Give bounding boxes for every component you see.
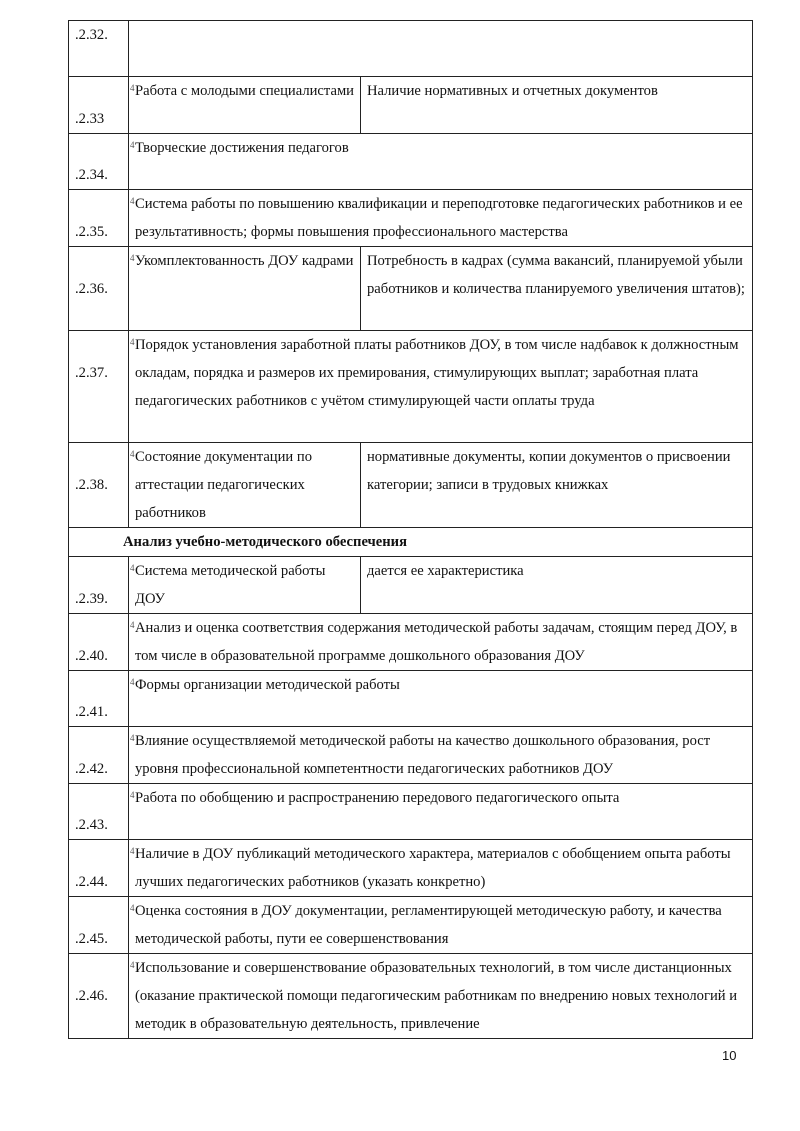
table-row bbox=[69, 784, 753, 840]
table-row bbox=[69, 247, 753, 331]
row-number: .2.33 bbox=[69, 77, 129, 134]
page-number: 10 bbox=[722, 1048, 737, 1063]
row-number: .2.36. bbox=[69, 247, 129, 331]
marker-icon: 4 bbox=[130, 790, 135, 800]
row-text: 4 Оценка состояния в ДОУ документации, регламентирующей методическую работу, и качества методической работы, пути ее совершенствования bbox=[129, 897, 753, 954]
row-text: 4 Формы организации методической работы bbox=[129, 671, 753, 727]
row-number: .2.40. bbox=[69, 614, 129, 671]
row-detail: дается ее характеристика bbox=[361, 557, 753, 614]
marker-icon: 4 bbox=[130, 960, 135, 970]
row-text: 4 Система работы по повышению квалификации и переподготовке педагогических работников и ее результативность; формы повышения профессионального мастерства bbox=[129, 190, 753, 247]
marker-icon: 4 bbox=[130, 253, 135, 263]
table-row bbox=[69, 614, 753, 671]
table-row bbox=[69, 443, 753, 528]
table-row bbox=[69, 331, 753, 443]
row-text: 4 Состояние документации по аттестации педагогических работников bbox=[129, 443, 361, 528]
table-row bbox=[69, 134, 753, 190]
row-text: 4 Порядок установления заработной платы работников ДОУ, в том числе надбавок к должностным окладам, порядка и размеров их премирования, стимулирующих выплат; заработная плата педагогических работников с учётом стимулирующей части оплаты труда bbox=[129, 331, 753, 443]
row-text: 4 Наличие в ДОУ публикаций методического характера, материалов с обобщением опыта работы лучших педагогических работников (указать конкретно) bbox=[129, 840, 753, 897]
row-number: .2.46. bbox=[69, 954, 129, 1039]
row-text: 4 Использование и совершенствование образовательных технологий, в том числе дистанционных (оказание практической помощи педагогическим работникам по внедрению новых технологий и методик в образовательную деятельность, привлечение bbox=[129, 954, 753, 1039]
row-number: .2.32. bbox=[69, 21, 129, 77]
table-row bbox=[69, 840, 753, 897]
row-number: .2.34. bbox=[69, 134, 129, 190]
marker-icon: 4 bbox=[130, 196, 135, 206]
marker-icon: 4 bbox=[130, 903, 135, 913]
row-number: .2.43. bbox=[69, 784, 129, 840]
marker-icon: 4 bbox=[130, 83, 135, 93]
marker-icon: 4 bbox=[130, 449, 135, 459]
table-row bbox=[69, 557, 753, 614]
row-number: .2.38. bbox=[69, 443, 129, 528]
marker-icon: 4 bbox=[130, 620, 135, 630]
marker-icon: 4 bbox=[130, 563, 135, 573]
table-row bbox=[69, 727, 753, 784]
table-row bbox=[69, 897, 753, 954]
row-text: 4 Работа с молодыми специалистами bbox=[129, 77, 361, 134]
marker-icon: 4 bbox=[130, 733, 135, 743]
row-number: .2.41. bbox=[69, 671, 129, 727]
row-number: .2.37. bbox=[69, 331, 129, 443]
row-detail: Потребность в кадрах (сумма вакансий, планируемой убыли работников и количества планируемого увеличения штатов); bbox=[361, 247, 753, 331]
marker-icon: 4 bbox=[130, 846, 135, 856]
row-number: .2.35. bbox=[69, 190, 129, 247]
table-row bbox=[69, 77, 753, 134]
row-text: 4 Влияние осуществляемой методической работы на качество дошкольного образования, рост уровня профессиональной компетентности педагогических работников ДОУ bbox=[129, 727, 753, 784]
section-heading: Анализ учебно-методического обеспечения bbox=[69, 528, 753, 557]
row-text bbox=[129, 21, 753, 77]
marker-icon: 4 bbox=[130, 337, 135, 347]
table-row bbox=[69, 671, 753, 727]
row-number: .2.42. bbox=[69, 727, 129, 784]
marker-icon: 4 bbox=[130, 677, 135, 687]
marker-icon: 4 bbox=[130, 140, 135, 150]
table-row bbox=[69, 190, 753, 247]
row-text: 4 Анализ и оценка соответствия содержания методической работы задачам, стоящим перед ДОУ, в том числе в образовательной программе дошкольного образования ДОУ bbox=[129, 614, 753, 671]
row-detail: Наличие нормативных и отчетных документов bbox=[361, 77, 753, 134]
row-text: 4 Работа по обобщению и распространению передового педагогического опыта bbox=[129, 784, 753, 840]
row-text: 4 Творческие достижения педагогов bbox=[129, 134, 753, 190]
row-number: .2.44. bbox=[69, 840, 129, 897]
table-row bbox=[69, 21, 753, 77]
row-text: 4 Укомплектованность ДОУ кадрами bbox=[129, 247, 361, 331]
row-detail: нормативные документы, копии документов о присвоении категории; записи в трудовых книжках bbox=[361, 443, 753, 528]
row-text: 4 Система методической работы ДОУ bbox=[129, 557, 361, 614]
row-number: .2.45. bbox=[69, 897, 129, 954]
table-row bbox=[69, 954, 753, 1039]
section-heading-row bbox=[69, 528, 753, 557]
row-number: .2.39. bbox=[69, 557, 129, 614]
report-table bbox=[68, 20, 753, 1039]
